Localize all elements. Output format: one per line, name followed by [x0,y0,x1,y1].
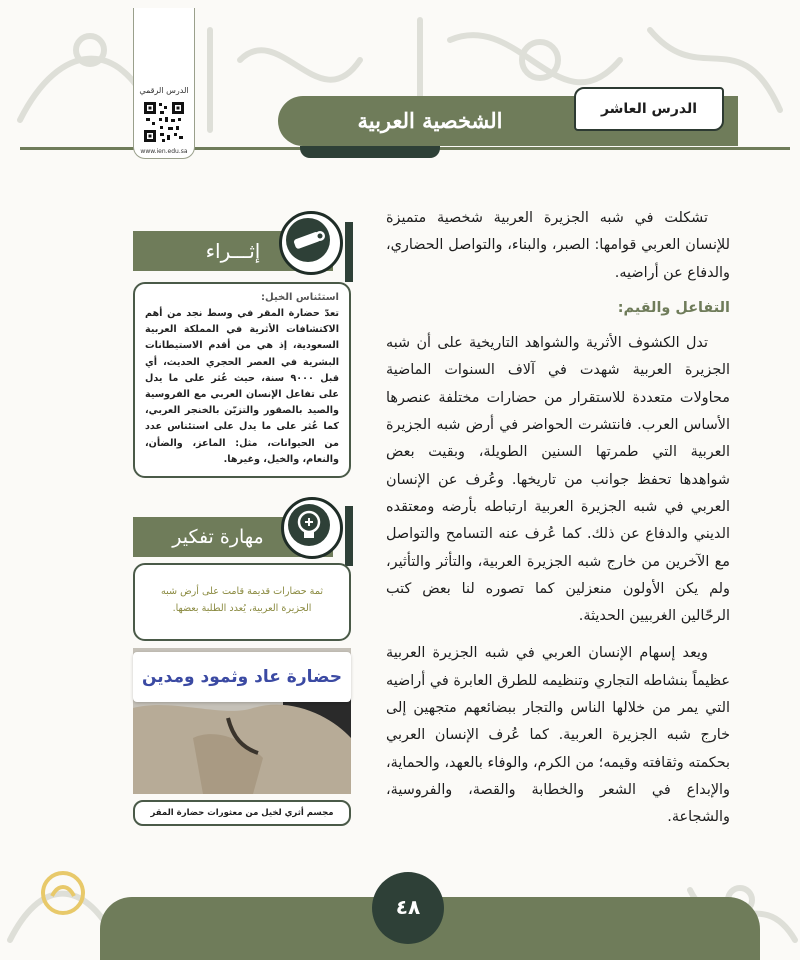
lightbulb-brain-icon [281,497,343,559]
thinking-skill-heading: مهارة تفكير [172,526,264,548]
qr-code-icon[interactable] [142,100,186,144]
thinking-side-bar [345,506,353,566]
intro-paragraph: تشكلت في شبه الجزيرة العربية شخصية متميزة للإنسان العربي قوامها: الصبر، والبناء، والتواصل الحضاري، والدفاع عن أراضيه. [386,210,730,281]
thinking-skill-prompt: ثمة حضارات قديمة قامت على أرض شبه الجزيرة العربية، يُعدد الطلبة بعضها. [160,586,324,614]
lesson-number-tab: الدرس العاشر [574,87,724,131]
body-paragraph-2: ويعد إسهام الإنسان العربي في شبه الجزيرة العربية عظيماً بنشاطه التجاري وتنظيمه للطرق العابرة في أراضيه التي يمر من خلالها الناس والتجار ببضائعهم متجهين إلى خارج شبه الجزيرة العربية. كما عُرف الإنسان العربي بحكمته وثقافته وقيمه؛ من الكرم، والوفاء بالعهد، والحماية، والإبداع في الشعر والخطابة والقصة، والفروسية، والشجاعة. [386,645,730,826]
enrichment-telescope-icon [279,211,343,275]
body-paragraph-1: تدل الكشوف الأثرية والشواهد التاريخية على أن شبه الجزيرة العربية شهدت في آلاف السنوات الماضية محاولات متعددة للاستقرار من حضارات مختلفة عنصرها الأساس العرب. فانتشرت الحواضر في أرض شبه الجزيرة العربية التي طمرتها السنين الطويلة، وبقيت بعض شواهدها تحفظ جوانب من تاريخها. وعُرف عن الإنسان العربي في شبه الجزيرة العربية ارتباطه بأرضه ومعتقده الديني والدفاع عن ذلك. كما عُرف عنه التسامح والتواصل مع الآخرين من خارج شبه الجزيرة العربية، والتأثر والتأثير، ولم يكن الأولون منعزلين كما تصوره لنا بعض كتب الرحّالين الغربيين الحديثة. [386,335,730,625]
thinking-skill-box [133,563,351,641]
photo-caption: مجسم أثري لخيل من معثورات حضارة المقر [133,800,351,826]
digital-lesson-panel[interactable] [133,8,195,159]
page-title: الشخصية العربية [357,108,503,133]
enrichment-side-bar [345,222,353,282]
enrichment-body: تعدّ حضارة المقر في وسط نجد من أهم الاكتشافات الأثرية في المملكة العربية السعودية، إذ هي من أقدم الاستيطانات البشرية في العصر الحجري الحديث، أي قبل ٩٠٠٠ سنة، حيث عُثر على ما يدل على تفاعل الإنسان العربي مع الفروسية والصيد بالصقور والتزيّن بالخنجر العربي، كما عُثر على ما يدل على استئناس عدد من الحيوانات، مثل: الماعز، والضأن، والنعام، والخيل، وغيرها. [145,308,339,465]
page-number: ٤٨ [372,872,444,944]
title-underbar [300,146,440,158]
publisher-logo-icon [40,870,86,916]
main-text-column [386,205,730,832]
civilizations-banner: حضارة عاد وثمود ومدين [133,652,351,702]
section-subheading: التفاعل والقيم: [617,299,730,316]
enrichment-title: استئناس الخيل: [261,292,339,303]
enrichment-heading: إثـــراء [205,239,261,263]
enrichment-box [133,282,351,478]
digital-lesson-label: الدرس الرقمي [139,86,189,95]
website-url[interactable]: www.ien.edu.sa [140,148,188,155]
